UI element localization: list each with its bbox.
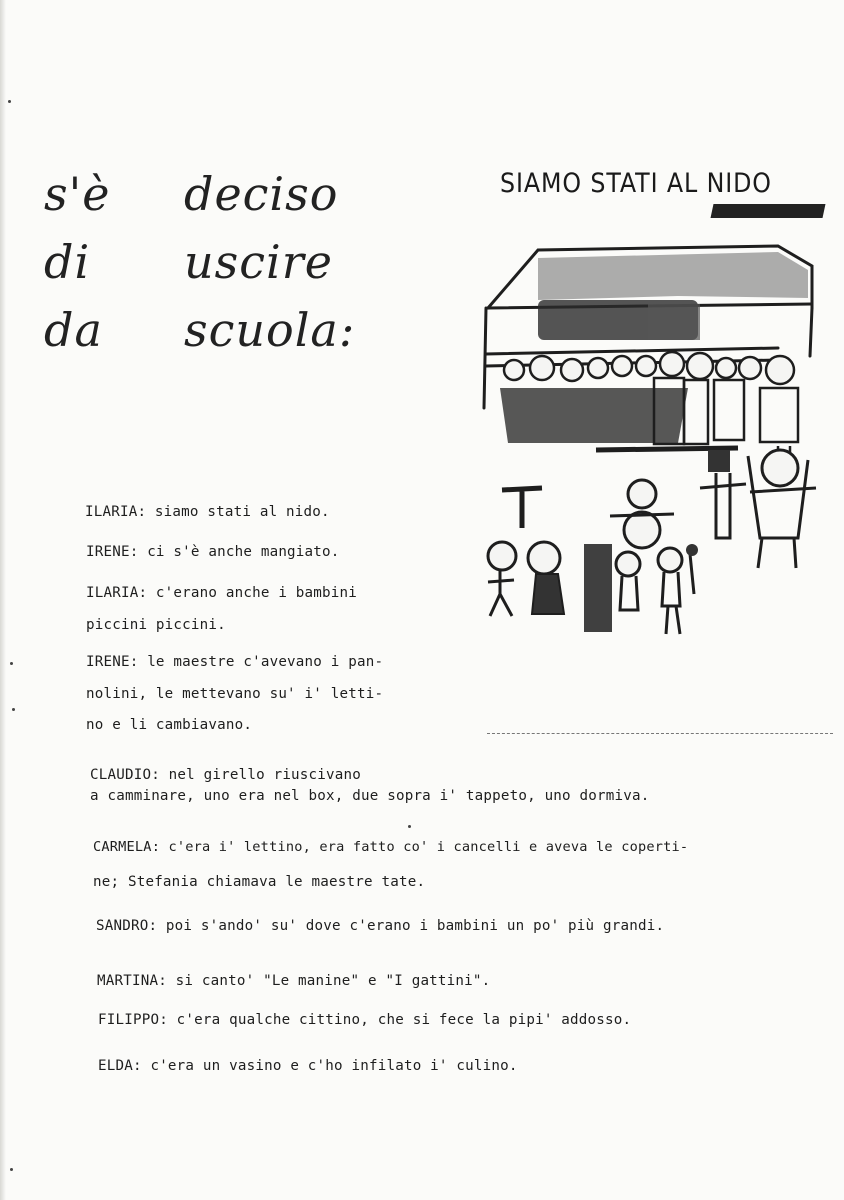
dialog-line: ne; Stefania chiamava le maestre tate. bbox=[93, 874, 426, 890]
dialog-line: ELDA: c'era un vasino e c'ho infilato i' culino. bbox=[98, 1058, 518, 1074]
dialog-line: no e li cambiavano. bbox=[86, 717, 253, 733]
heading-word: da bbox=[44, 303, 103, 357]
dialog-line: IRENE: ci s'è anche mangiato. bbox=[86, 544, 340, 560]
heading-row bbox=[44, 296, 424, 364]
paper-speck bbox=[408, 825, 411, 828]
dialog-line: CLAUDIO: nel girello riuscivano bbox=[90, 767, 361, 783]
handwritten-heading bbox=[44, 160, 424, 364]
paper-speck bbox=[8, 100, 11, 103]
title-underline bbox=[711, 204, 826, 218]
dialog-line: piccini piccini. bbox=[86, 617, 226, 633]
heading-word: uscire bbox=[184, 235, 333, 289]
drawing-bottom-rule bbox=[487, 733, 833, 735]
page-edge-shadow bbox=[0, 0, 6, 1200]
heading-word: deciso bbox=[184, 167, 339, 221]
child-drawing bbox=[478, 238, 828, 648]
paper-speck bbox=[10, 662, 13, 665]
paper-speck bbox=[10, 1168, 13, 1171]
dialog-line: FILIPPO: c'era qualche cittino, che si fece la pipi' addosso. bbox=[98, 1012, 632, 1028]
paper-speck bbox=[12, 708, 15, 711]
drawing-title: SIAMO STATI AL NIDO bbox=[500, 168, 772, 199]
dialog-line: a camminare, uno era nel box, due sopra i' tappeto, uno dormiva. bbox=[90, 788, 650, 804]
heading-word: scuola: bbox=[184, 303, 356, 357]
heading-row bbox=[44, 228, 424, 296]
heading-word: di bbox=[44, 235, 91, 289]
dialog-line: CARMELA: c'era i' lettino, era fatto co' i cancelli e aveva le coperti- bbox=[93, 839, 689, 855]
dialog-line: ILARIA: c'erano anche i bambini bbox=[86, 585, 357, 601]
heading-word: s'è bbox=[44, 167, 111, 221]
dialog-line: SANDRO: poi s'ando' su' dove c'erano i bambini un po' più grandi. bbox=[96, 918, 665, 934]
dialog-line: IRENE: le maestre c'avevano i pan- bbox=[86, 654, 384, 670]
heading-row bbox=[44, 160, 424, 228]
dialog-line: MARTINA: si canto' "Le manine" e "I gattini". bbox=[97, 973, 491, 989]
dialog-line: nolini, le mettevano su' i' letti- bbox=[86, 686, 384, 702]
dialog-line: ILARIA: siamo stati al nido. bbox=[85, 504, 330, 520]
